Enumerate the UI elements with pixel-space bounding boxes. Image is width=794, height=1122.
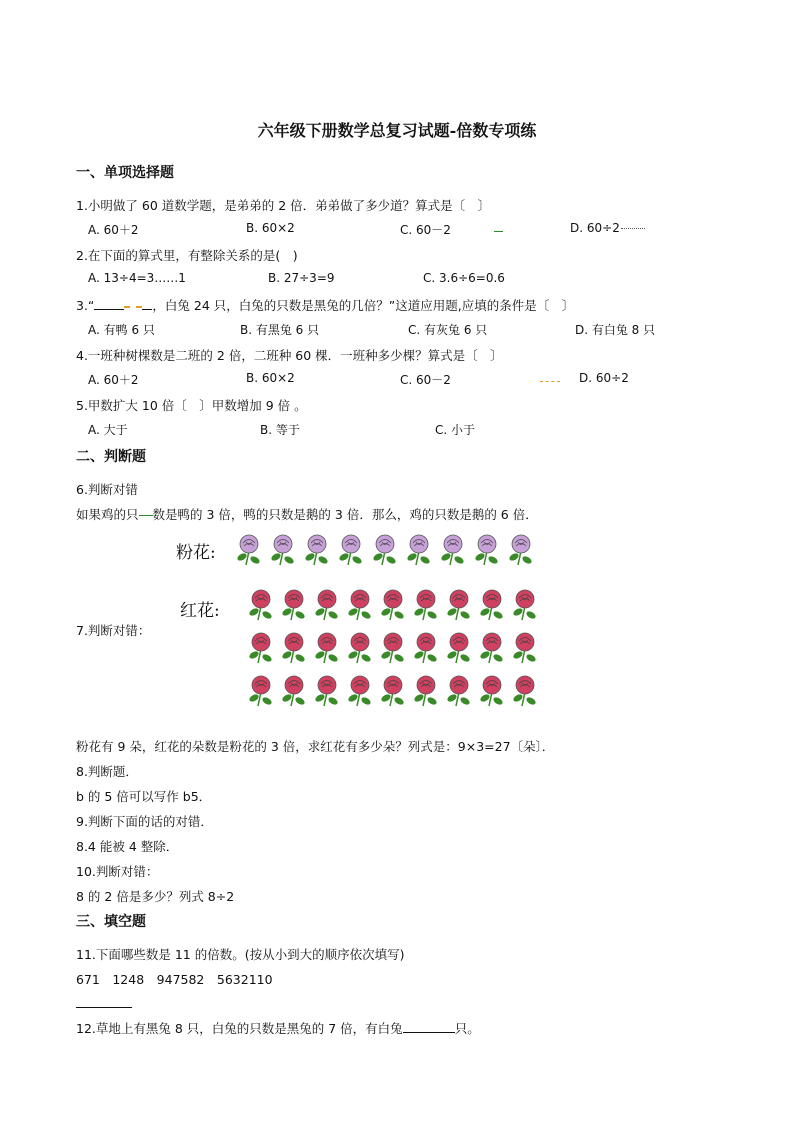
red-flower-icon [378, 631, 408, 665]
question-2: 2.在下面的算式里，有整除关系的是( ) [76, 248, 298, 263]
red-flower-icon [246, 588, 276, 622]
pink-flower-icon [472, 533, 502, 567]
red-flower-icon [477, 631, 507, 665]
red-flower-icon [345, 674, 375, 708]
pink-flower-icon [268, 533, 298, 567]
question-3: 3.“ ，白兔 24 只，白兔的只数是黑兔的几倍？”这道应用题,应填的条件是〔 〕 [76, 298, 575, 313]
question-1: 1.小明做了 60 道数学题，是弟弟的 2 倍．弟弟做了多少道？算式是〔 〕 [76, 198, 491, 213]
question-7-head: 7.判断对错： [76, 623, 151, 638]
question-8-body: b 的 5 倍可以写作 b5． [76, 789, 212, 804]
red-flower-icon [477, 588, 507, 622]
q5-option-b[interactable]: B. 等于 [260, 423, 300, 437]
question-6-body: 如果鸡的只 数是鸭的 3 倍，鸭的只数是鹅的 3 倍．那么，鸡的只数是鹅的 6 倍． [76, 507, 538, 522]
q2-option-c[interactable]: C. 3.6÷6=0.6 [423, 271, 505, 285]
question-11-head: 11.下面哪些数是 11 的倍数。(按从小到大的顺序依次填写) [76, 947, 405, 962]
red-flower-icon [312, 588, 342, 622]
q1-option-a[interactable]: A. 60＋2 [88, 223, 139, 237]
q1-option-c[interactable]: C. 60－2 [400, 223, 451, 237]
red-flower-icon [246, 631, 276, 665]
red-flower-icon [279, 588, 309, 622]
q3-option-c[interactable]: C. 有灰兔 6 只 [408, 323, 488, 337]
pink-flower-icon [370, 533, 400, 567]
q4-option-a[interactable]: A. 60＋2 [88, 373, 139, 387]
pink-flower-icon [234, 533, 264, 567]
red-flower-icon [510, 674, 540, 708]
page-title: 六年级下册数学总复习试题-倍数专项练 [257, 121, 537, 140]
red-flower-icon [279, 631, 309, 665]
red-flower-icon [378, 588, 408, 622]
pink-flower-icon [404, 533, 434, 567]
red-flower-icon [279, 674, 309, 708]
q3-option-a[interactable]: A. 有鸭 6 只 [88, 323, 155, 337]
green-dash-mark [494, 221, 503, 240]
question-11-numbers: 671 1248 947582 5632110 [76, 972, 273, 987]
section-heading-judge: 二、判断题 [76, 449, 146, 465]
question-8-head: 8.判断题． [76, 764, 138, 779]
question-7-body: 粉花有 9 朵，红花的朵数是粉花的 3 倍，求红花有多少朵？列式是：9×3=27〔朵〕． [76, 739, 555, 754]
q4-option-c[interactable]: C. 60－2 [400, 373, 451, 387]
q2-option-b[interactable]: B. 27÷3=9 [268, 271, 335, 285]
red-flower-icon [246, 674, 276, 708]
red-flower-icon [312, 674, 342, 708]
q3-option-d[interactable]: D. 有白兔 8 只 [575, 323, 656, 337]
red-flower-icon [444, 674, 474, 708]
q5-option-c[interactable]: C. 小于 [435, 423, 476, 437]
red-flower-icon [444, 631, 474, 665]
q1-option-b[interactable]: B. 60×2 [246, 221, 295, 235]
pink-flower-icon [506, 533, 536, 567]
red-flower-icon [477, 674, 507, 708]
red-flower-icon [345, 631, 375, 665]
red-flower-icon [411, 674, 441, 708]
question-12: 12.草地上有黑兔 8 只，白兔的只数是黑兔的 7 倍，有白兔 只。 [76, 1021, 480, 1036]
pink-flower-icon [438, 533, 468, 567]
red-flower-icon [444, 588, 474, 622]
pink-flower-icon [336, 533, 366, 567]
question-10-head: 10.判断对错： [76, 864, 159, 879]
red-flower-icon [345, 588, 375, 622]
question-6-head: 6.判断对错 [76, 482, 138, 497]
red-flower-icon [411, 588, 441, 622]
answer-blank-12[interactable] [403, 1032, 455, 1033]
red-flower-icon [411, 631, 441, 665]
orange-dash-mark [540, 371, 560, 390]
red-flower-icon [510, 631, 540, 665]
question-9-head: 9.判断下面的话的对错． [76, 814, 213, 829]
q1-option-d[interactable]: D. 60÷2 [570, 221, 645, 235]
pink-flower-label: 粉花: [176, 543, 216, 563]
q4-option-d[interactable]: D. 60÷2 [579, 371, 629, 385]
red-flower-icon [378, 674, 408, 708]
red-flower-label: 红花: [180, 601, 220, 621]
question-4: 4.一班种树棵数是二班的 2 倍，二班种 60 棵．一班种多少棵？算式是〔 〕 [76, 348, 503, 363]
question-10-body: 8 的 2 倍是多少？列式 8÷2 [76, 889, 235, 904]
section-heading-choice: 一、单项选择题 [76, 165, 174, 181]
question-9-body: 8.4 能被 4 整除． [76, 839, 179, 854]
red-flower-icon [312, 631, 342, 665]
red-flower-icon [510, 588, 540, 622]
q5-option-a[interactable]: A. 大于 [88, 423, 128, 437]
answer-blank-11[interactable] [76, 1007, 132, 1008]
q3-option-b[interactable]: B. 有黑兔 6 只 [240, 323, 320, 337]
orange-mark [124, 306, 142, 308]
q2-option-a[interactable]: A. 13÷4=3……1 [88, 271, 186, 285]
question-5: 5.甲数扩大 10 倍〔 〕甲数增加 9 倍 。 [76, 398, 307, 413]
section-heading-fill: 三、填空题 [76, 914, 146, 930]
q4-option-b[interactable]: B. 60×2 [246, 371, 295, 385]
pink-flower-icon [302, 533, 332, 567]
